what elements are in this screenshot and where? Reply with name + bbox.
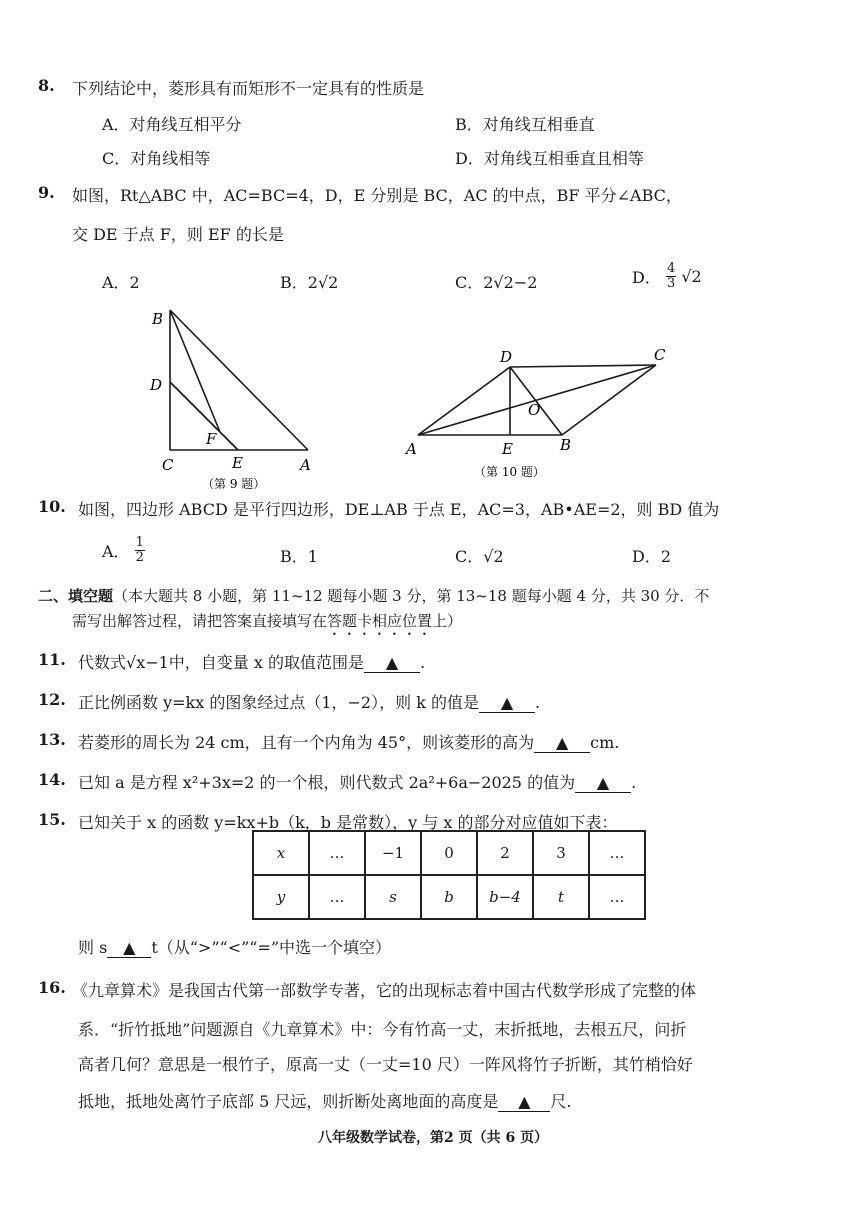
q10-option-a-prefix: A． [102,542,130,561]
q13-end: cm. [590,733,620,752]
section2-header [38,585,709,606]
q10-option-c: C．√2 [455,547,504,566]
q9-number: 9. [38,183,55,202]
q9-option-d-suffix: √2 [681,267,702,286]
table-cell: s [365,875,421,919]
q16-line4 [78,1089,571,1112]
q15-tail [78,935,391,958]
table-cell: 0 [421,831,477,875]
q14-stem: 已知 a 是方程 x²+3x=2 的一个根，则代数式 2a²+6a−2025 的值为 [78,773,576,792]
section2-line2-a: 需写出解答过程，请把答案直接填写在 [72,612,328,630]
q16-line4-b: 尺. [550,1092,572,1111]
q15-value-table [252,830,646,920]
q15-number: 15. [38,810,66,829]
fig9-label-c: C [162,456,174,474]
q16-line2: 系．“折竹抵地”问题源自《九章算术》中：今有竹高一丈，末折抵地，去根五尺，问折 [78,1020,687,1039]
q14-text [78,770,636,793]
section2-title: 二、填空题 [38,587,114,605]
q10-option-a [102,536,145,565]
table-cell: … [309,831,365,875]
q8-option-a: A．对角线互相平分 [102,115,242,134]
table-cell: −1 [365,831,421,875]
q8-option-c: C．对角线相等 [102,149,211,168]
fig9-caption: （第 9 题） [202,477,266,491]
q9-option-d-numerator: 4 [666,261,676,276]
table-cell: t [533,875,589,919]
q16-number: 16. [38,978,66,997]
q14-answer-blank[interactable]: ▲ [575,773,631,793]
q15-stem: 已知关于 x 的函数 y=kx+b（k，b 是常数），y 与 x 的部分对应值如下表： [78,813,618,832]
q8-option-b: B．对角线互相垂直 [455,115,595,134]
table-cell: x [253,831,309,875]
table-cell: … [589,875,645,919]
table-cell: … [589,831,645,875]
q16-answer-blank[interactable]: ▲ [498,1092,550,1112]
q8-stem: 下列结论中，菱形具有而矩形不一定具有的性质是 [72,79,425,98]
section2-line1: （本大题共 8 小题，第 11~12 题每小题 3 分，第 13~18 题每小题 4 分，共 30 分．不 [113,587,710,605]
q16-line1: 《九章算术》是我国古代第一部数学专著，它的出现标志着中国古代数学形成了完整的体 [72,981,697,1000]
table-cell: 3 [533,831,589,875]
section2-line2-b: 上） [432,612,463,630]
q14-end: . [631,773,637,792]
q9-option-a: A．2 [102,273,140,292]
q9-option-d-prefix: D． [632,268,661,287]
q10-option-a-numerator: 1 [135,535,144,550]
q11-number: 11. [38,650,66,669]
q13-text [78,730,619,753]
q12-text [78,690,540,713]
fig9-label-a: A [300,456,311,474]
fig9-label-b: B [152,310,164,328]
figure-9 [140,300,340,495]
q10-stem: 如图，四边形 ABCD 是平行四边形，DE⊥AB 于点 E，AC=3，AB•AE=2，则 BD 值为 [78,500,720,519]
fig9-label-f: F [206,430,217,448]
fig10-label-a: A [406,440,417,458]
q11-text [78,650,425,673]
q9-option-c: C．2√2−2 [455,273,538,292]
q9-stem-line2: 交 DE 于点 F，则 EF 的长是 [72,225,284,244]
fig10-label-o: O [528,401,541,419]
q11-end: . [420,653,426,672]
q9-option-d [632,262,702,291]
q15-tail-a: 则 s [78,938,108,957]
q15-tail-b: t（从“>”“<”“=”中选一个填空） [151,938,392,957]
fig9-label-d: D [150,376,163,394]
q12-number: 12. [38,690,66,709]
q10-option-a-fraction [135,536,145,565]
table-row [253,831,645,875]
q12-end: . [534,693,541,712]
q9-option-d-denominator: 3 [666,276,676,291]
q10-option-a-denominator: 2 [135,550,144,565]
q16-line4-a: 抵地，抵地处离竹子底部 5 尺远，则折断处离地面的高度是 [78,1092,499,1111]
section2-line2 [72,610,462,639]
table-row [253,875,645,919]
q10-number: 10. [38,497,66,516]
q8-number: 8. [38,76,55,95]
q9-stem-line1: 如图，Rt△ABC 中，AC=BC=4，D，E 分别是 BC，AC 的中点，BF 平分∠ABC， [72,186,682,205]
table-cell: y [253,875,309,919]
table-cell: 2 [477,831,533,875]
q13-stem: 若菱形的周长为 24 cm，且有一个内角为 45°，则该菱形的高为 [78,733,535,752]
figure-10 [400,340,690,485]
q11-answer-blank[interactable]: ▲ [364,653,420,673]
q12-answer-blank[interactable]: ▲ [479,693,535,713]
fig10-caption: （第 10 题） [474,465,545,479]
q8-option-d: D．对角线互相垂直且相等 [455,149,644,168]
q16-line3: 高者几何？意思是一根竹子，原高一丈（一丈=10 尺）一阵风将竹子折断，其竹梢恰好 [78,1055,693,1074]
q12-stem: 正比例函数 y=kx 的图象经过点（1，−2），则 k 的值是 [78,693,479,712]
fig10-label-e: E [502,440,513,458]
q13-answer-blank[interactable]: ▲ [534,733,590,753]
section2-line2-emphasis: 答题卡相应位置 [327,612,433,630]
page-footer: 八年级数学试卷，第2 页（共 6 页） [318,1130,549,1146]
q14-number: 14. [38,770,66,789]
q9-option-d-fraction [666,262,676,291]
q15-answer-blank[interactable]: ▲ [107,938,151,958]
q10-option-b: B．1 [280,547,318,566]
q9-option-b: B．2√2 [280,273,339,292]
table-cell: … [309,875,365,919]
fig9-label-e: E [232,454,243,472]
q10-option-d: D．2 [632,547,672,566]
table-cell: b [421,875,477,919]
q11-stem: 代数式√x−1中，自变量 x 的取值范围是 [78,653,365,672]
fig10-label-b: B [560,436,572,454]
table-cell: b−4 [477,875,533,919]
q13-number: 13. [38,730,66,749]
fig10-label-c: C [654,346,666,364]
fig10-label-d: D [500,348,513,366]
